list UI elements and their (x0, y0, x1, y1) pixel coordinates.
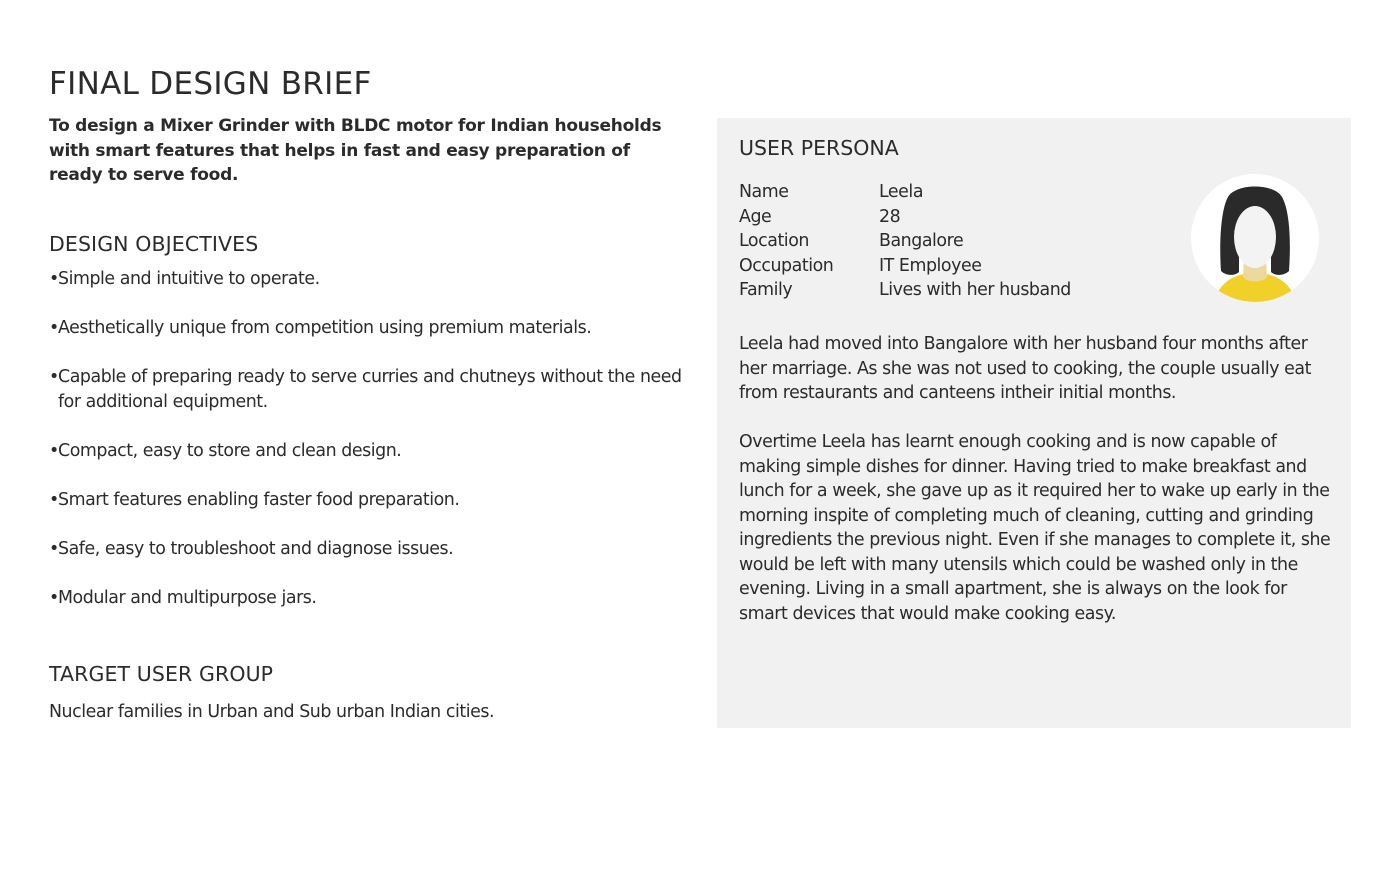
objective-text: Aesthetically unique from competition using premium materials. (58, 318, 592, 338)
list-item (49, 586, 689, 611)
bullet: • (49, 587, 59, 608)
table-row (739, 278, 1071, 303)
objective-text: Safe, easy to troubleshoot and diagnose issues. (58, 538, 454, 559)
persona-field-value: 28 (879, 206, 901, 227)
persona-field-value: Lives with her husband (879, 280, 1071, 300)
bullet: • (49, 367, 59, 387)
bullet: • (49, 489, 59, 510)
woman-avatar-icon (1190, 173, 1320, 303)
objective-text: Capable of preparing ready to serve curries and chutneys without the need for additional equipment. (58, 367, 682, 412)
persona-field-value: IT Employee (879, 255, 982, 276)
target-user-group-text: Nuclear families in Urban and Sub urban Indian cities. (49, 702, 495, 722)
target-user-group-heading: TARGET USER GROUP (49, 662, 274, 686)
bullet: • (49, 538, 59, 559)
persona-field-label: Family (739, 280, 793, 300)
page-title: FINAL DESIGN BRIEF (49, 66, 372, 102)
persona-story-paragraph: Overtime Leela has learnt enough cooking and is now capable of making simple dishes for dinner. Having tried to make breakfast and lunch for a week, she gave up as it required her to wake up early in the morning inspite of completing much of cleaning, cutting and grinding ingredients the previous night. Even if she manages to complete it, she would be left with many utensils which could be washed only in the evening. Living in a small apartment, she is always on the look for smart devices that would make cooking easy. (739, 432, 1331, 624)
design-objectives-heading: DESIGN OBJECTIVES (49, 232, 259, 256)
bullet: • (49, 440, 59, 461)
objective-text: Modular and multipurpose jars. (58, 587, 317, 608)
list-item (49, 267, 689, 292)
persona-story-paragraph: Leela had moved into Bangalore with her husband four months after her marriage. As she was not used to cooking, the couple usually eat from restaurants and canteens intheir initial months. (739, 334, 1311, 403)
bullet: • (49, 269, 59, 289)
table-row (739, 205, 1071, 230)
persona-field-label: Name (739, 182, 789, 202)
persona-field-label: Location (739, 231, 809, 251)
design-objectives-list (49, 267, 689, 635)
table-row (739, 229, 1071, 254)
list-item (49, 488, 689, 513)
table-row (739, 254, 1071, 279)
objective-text: Compact, easy to store and clean design. (58, 440, 402, 461)
list-item (49, 439, 689, 464)
persona-field-label: Occupation (739, 255, 834, 276)
user-persona-heading: USER PERSONA (739, 136, 899, 160)
objective-text: Smart features enabling faster food preparation. (58, 489, 460, 510)
list-item (49, 365, 689, 414)
bullet: • (49, 318, 59, 338)
design-brief-statement: To design a Mixer Grinder with BLDC motor for Indian households with smart features that helps in fast and easy preparation of ready to serve food. (49, 116, 662, 185)
objective-text: Simple and intuitive to operate. (58, 269, 320, 289)
persona-field-value: Leela (879, 182, 924, 202)
user-persona-panel (717, 118, 1351, 728)
persona-field-label: Age (739, 206, 772, 227)
list-item (49, 537, 689, 562)
persona-field-value: Bangalore (879, 231, 964, 251)
list-item (49, 316, 689, 341)
table-row (739, 180, 1071, 205)
persona-details-table (739, 180, 1071, 303)
